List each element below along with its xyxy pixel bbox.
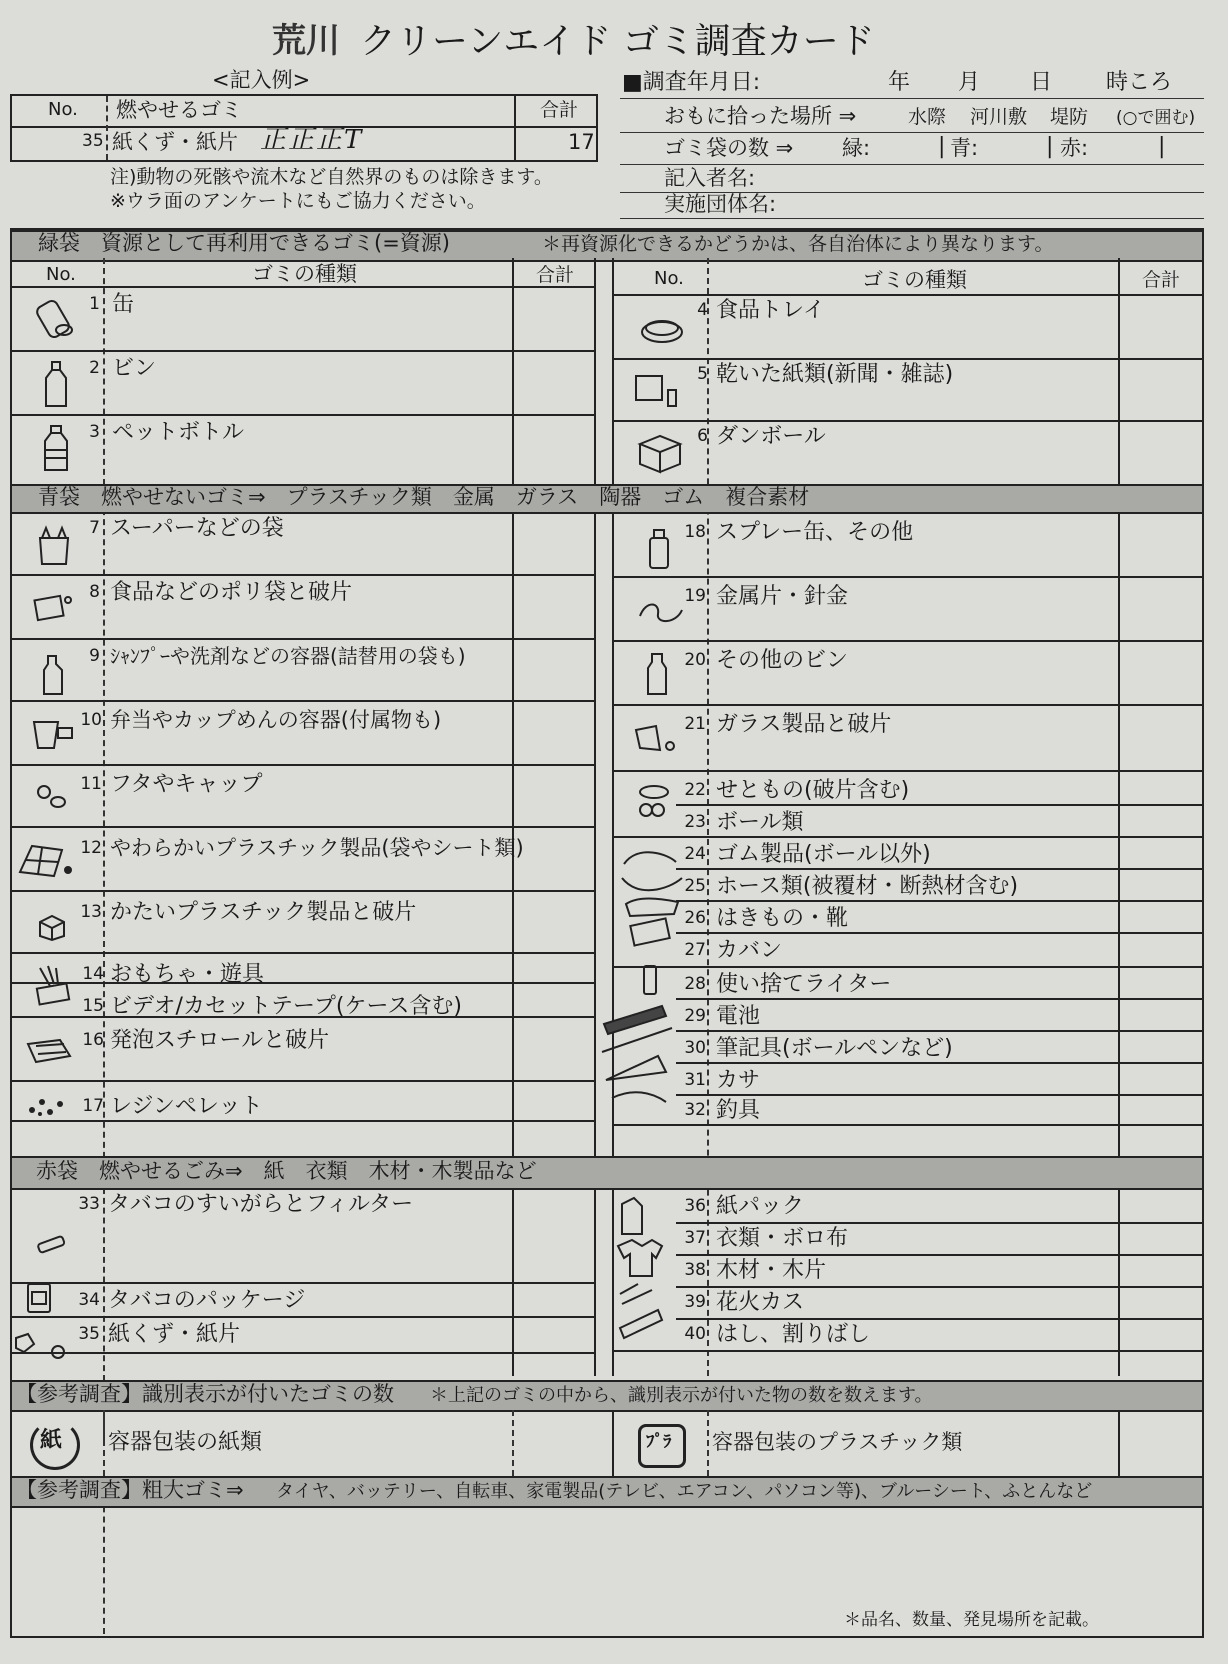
red-bag-band: 赤袋 燃やせるごみ⇒ 紙 衣類 木材・木製品など [36,1159,537,1183]
food-tray-icon [638,310,688,346]
example-col-total: 合計 [540,99,579,121]
bag-red-count[interactable]: 赤: [1060,136,1089,160]
battery-pen-umbrella-icon [592,1002,682,1112]
survey-month: 月 [958,70,981,95]
bottle-cap-icon [32,780,72,812]
shopping-bag-icon [34,524,74,568]
can-icon [30,294,82,346]
cigarette-butt-icon [32,1232,72,1260]
place-hint: (○で囲む) [1116,108,1196,128]
ceramic-ball-icon [632,782,678,822]
example-row-tally: 正正正T [260,125,364,155]
other-bottle-icon [642,650,672,698]
survey-year: 年 [888,70,911,95]
example-row-no: 35 [82,131,104,151]
lighter-icon [636,962,666,998]
resin-pellet-icon [24,1092,68,1120]
shampoo-bottle-icon [36,652,70,698]
soft-plastic-sheet-icon [16,840,76,880]
green-bag-note: ＊再資源化できるかどうかは、各自治体により異なります。 [542,233,1054,255]
rubber-hose-shoe-icon [618,848,686,948]
right-col-type-header: ゴミの種類 [862,268,967,292]
bulky-waste-examples: タイヤ、バッテリー、自転車、家電製品(テレビ、エアコン、パソコン等)、ブルーシート、ふとんなど [276,1481,1093,1502]
left-col-total-header: 合計 [536,264,575,286]
pet-bottle-icon [36,424,76,474]
survey-bags-label: ゴミ袋の数 ⇒ [664,136,794,160]
hard-plastic-icon [36,912,68,942]
styrofoam-icon [24,1034,74,1068]
bulky-waste-band: 【参考調査】粗大ゴミ⇒ [16,1478,244,1502]
survey-date-label: ■調査年月日: [622,70,761,95]
cigarette-pack-icon [22,1278,58,1318]
place-option-waterline[interactable]: 水際 [908,106,947,128]
cardboard-box-icon [636,430,686,474]
survey-place-label: おもに拾った場所 ⇒ [664,104,857,128]
example-heading: <記入例> [212,68,311,92]
newspaper-icon [634,370,684,412]
example-col-item: 燃やせるゴミ [116,98,242,122]
bag-blue-count[interactable]: 青: [950,136,979,160]
carton-clothes-wood-icon [612,1196,678,1346]
note-survey: ※ウラ面のアンケートにもご協力ください。 [110,190,486,212]
cup-container-icon [28,714,76,754]
green-bag-band: 緑袋 資源として再利用できるゴミ(=資源) [38,231,450,255]
survey-day: 日 [1030,70,1053,95]
wire-icon [636,594,688,630]
left-col-no-header: No. [46,264,76,285]
page-title: クリーンエイド ゴミ調査カード [360,21,875,62]
toy-icon [30,962,74,1008]
spray-can-icon [640,524,680,572]
right-col-no-header: No. [654,268,684,289]
paper-scrap-icon [12,1330,72,1364]
blue-bag-band: 青袋 燃やせないゴミ⇒ プラスチック類 金属 ガラス 陶器 ゴム 複合素材 [38,485,810,509]
title-smudge: 荒川 [272,21,340,61]
plastic-bag-icon [32,590,76,626]
left-col-type-header: ゴミの種類 [252,262,357,286]
bag-green-count[interactable]: 緑: [842,136,871,160]
recorder-name-label[interactable]: 記入者名: [664,166,756,190]
place-option-riverbed[interactable]: 河川敷 [970,106,1028,128]
note-exclude: 注)動物の死骸や流木など自然界のものは除きます。 [110,166,553,188]
ref-survey-label-band: 【参考調査】識別表示が付いたゴミの数 [16,1382,394,1406]
example-row-total: 17 [568,130,595,154]
place-option-levee[interactable]: 堤防 [1050,106,1089,128]
ref-survey-label-note: ＊上記のゴミの中から、識別表示が付いた物の数を数えます。 [430,1385,933,1406]
right-col-total-header: 合計 [1142,269,1181,291]
example-row-item: 紙くず・紙片 [112,130,238,154]
bottle-icon [36,360,76,410]
example-table [10,94,598,162]
example-col-no: No. [48,99,78,120]
survey-hour: 時ころ [1106,70,1173,95]
bulky-waste-footnote: ＊品名、数量、発見場所を記載。 [844,1610,1099,1630]
organization-label[interactable]: 実施団体名: [664,192,777,216]
glass-shard-icon [632,720,680,756]
